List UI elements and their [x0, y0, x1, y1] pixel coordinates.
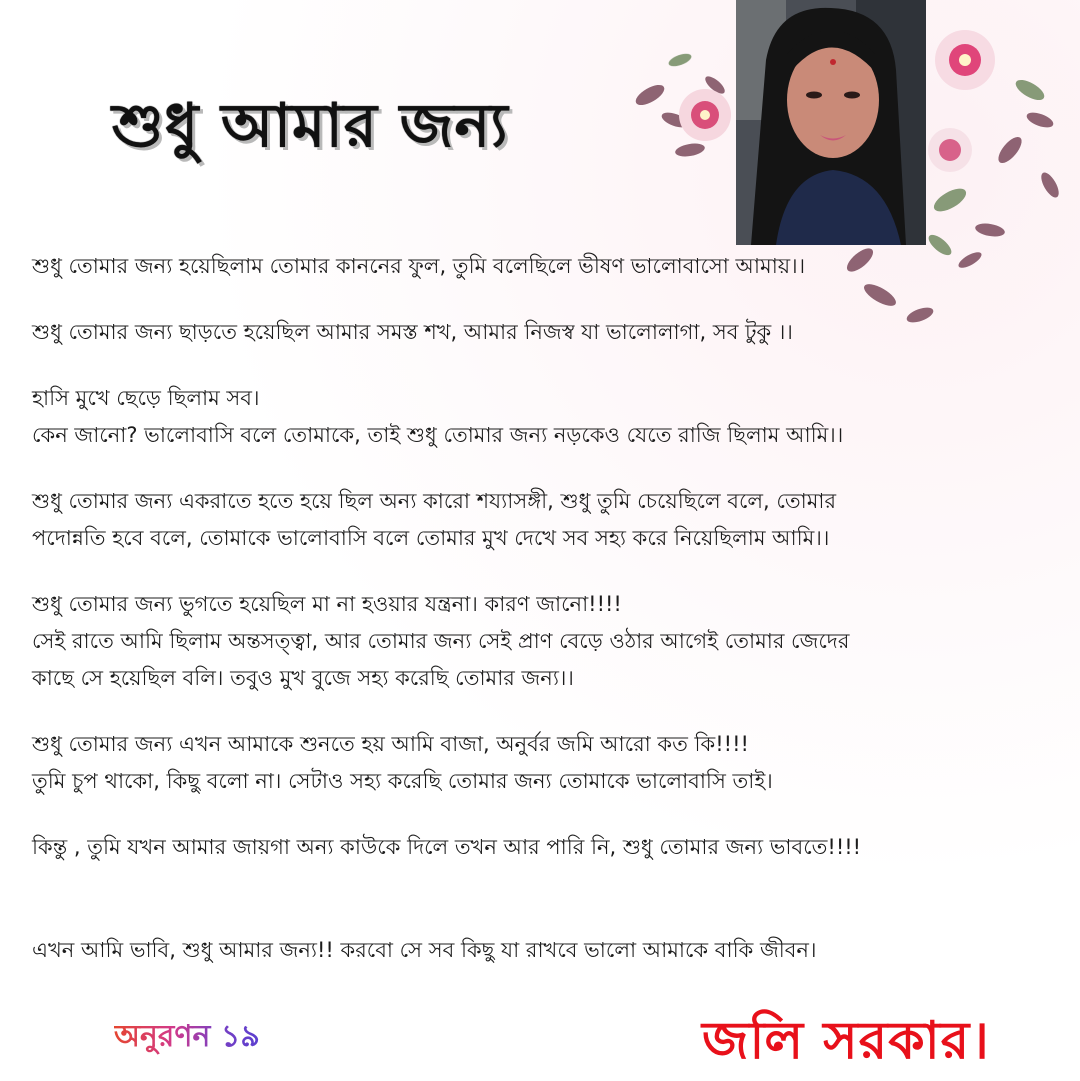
author-signature: জলি সরকার। — [702, 1011, 990, 1071]
poem-line: কেন জানো? ভালোবাসি বলে তোমাকে, তাই শুধু তোমার জন্য নড়কেও যেতে রাজি ছিলাম আমি।। — [32, 423, 844, 447]
poem-line: শুধু তোমার জন্য এখন আমাকে শুনতে হয় আমি বাজা, অনুর্বর জমি আরো কত কি!!!! — [32, 732, 749, 756]
poem-line: তুমি চুপ থাকো, কিছু বলো না। সেটাও সহ্য করেছি তোমার জন্য তোমাকে ভালোবাসি তাই। — [32, 769, 773, 793]
poem-line: শুধু তোমার জন্য ভুগতে হয়েছিল মা না হওয়ার যন্ত্রনা। কারণ জানো!!!! — [32, 592, 622, 616]
poem-line: শুধু তোমার জন্য ছাড়তে হয়েছিল আমার সমস্ত শখ, আমার নিজস্ব যা ভালোলাগা, সব টুকু ।। — [32, 320, 793, 344]
poem-line: কাছে সে হয়েছিল বলি। তবুও মুখ বুজে সহ্য করেছি তোমার জন্য।। — [32, 666, 574, 690]
stanza — [32, 248, 1062, 285]
poem-line: পদোন্নতি হবে বলে, তোমাকে ভালোবাসি বলে তোমার মুখ দেখে সব সহ্য করে নিয়েছিলাম আমি।। — [32, 526, 830, 550]
poem-line: হাসি মুখে ছেড়ে ছিলাম সব। — [32, 386, 260, 410]
stanza — [32, 483, 1062, 557]
poem-title: শুধু আমার জন্য — [112, 91, 509, 161]
stanza — [32, 380, 1062, 454]
series-label: অনুরণন ১৯ — [114, 1012, 260, 1063]
stanza — [32, 314, 1062, 351]
stanza — [32, 726, 1062, 800]
poem-line: সেই রাতে আমি ছিলাম অন্তসত্ত্বা, আর তোমার জন্য সেই প্রাণ বেড়ে ওঠার আগেই তোমার জেদের — [32, 629, 850, 653]
author-portrait — [736, 0, 926, 245]
stanza — [32, 932, 1062, 969]
poem-line: এখন আমি ভাবি, শুধু আমার জন্য!! করবো সে সব কিছু যা রাখবে ভালো আমাকে বাকি জীবন। — [32, 938, 817, 962]
poem-line: শুধু তোমার জন্য একরাতে হতে হয়ে ছিল অন্য কারো শয্যাসঙ্গী, শুধু তুমি চেয়েছিলে বলে, তোমার — [32, 489, 837, 513]
poem-line: কিন্তু , তুমি যখন আমার জায়গা অন্য কাউকে দিলে তখন আর পারি নি, শুধু তোমার জন্য ভাবতে!!!! — [32, 835, 862, 859]
poem-line: শুধু তোমার জন্য হয়েছিলাম তোমার কাননের ফুল, তুমি বলেছিলে ভীষণ ভালোবাসো আমায়।। — [32, 254, 806, 278]
stanza — [32, 829, 1062, 866]
poem-body — [32, 248, 1062, 969]
stanza — [32, 586, 1062, 697]
